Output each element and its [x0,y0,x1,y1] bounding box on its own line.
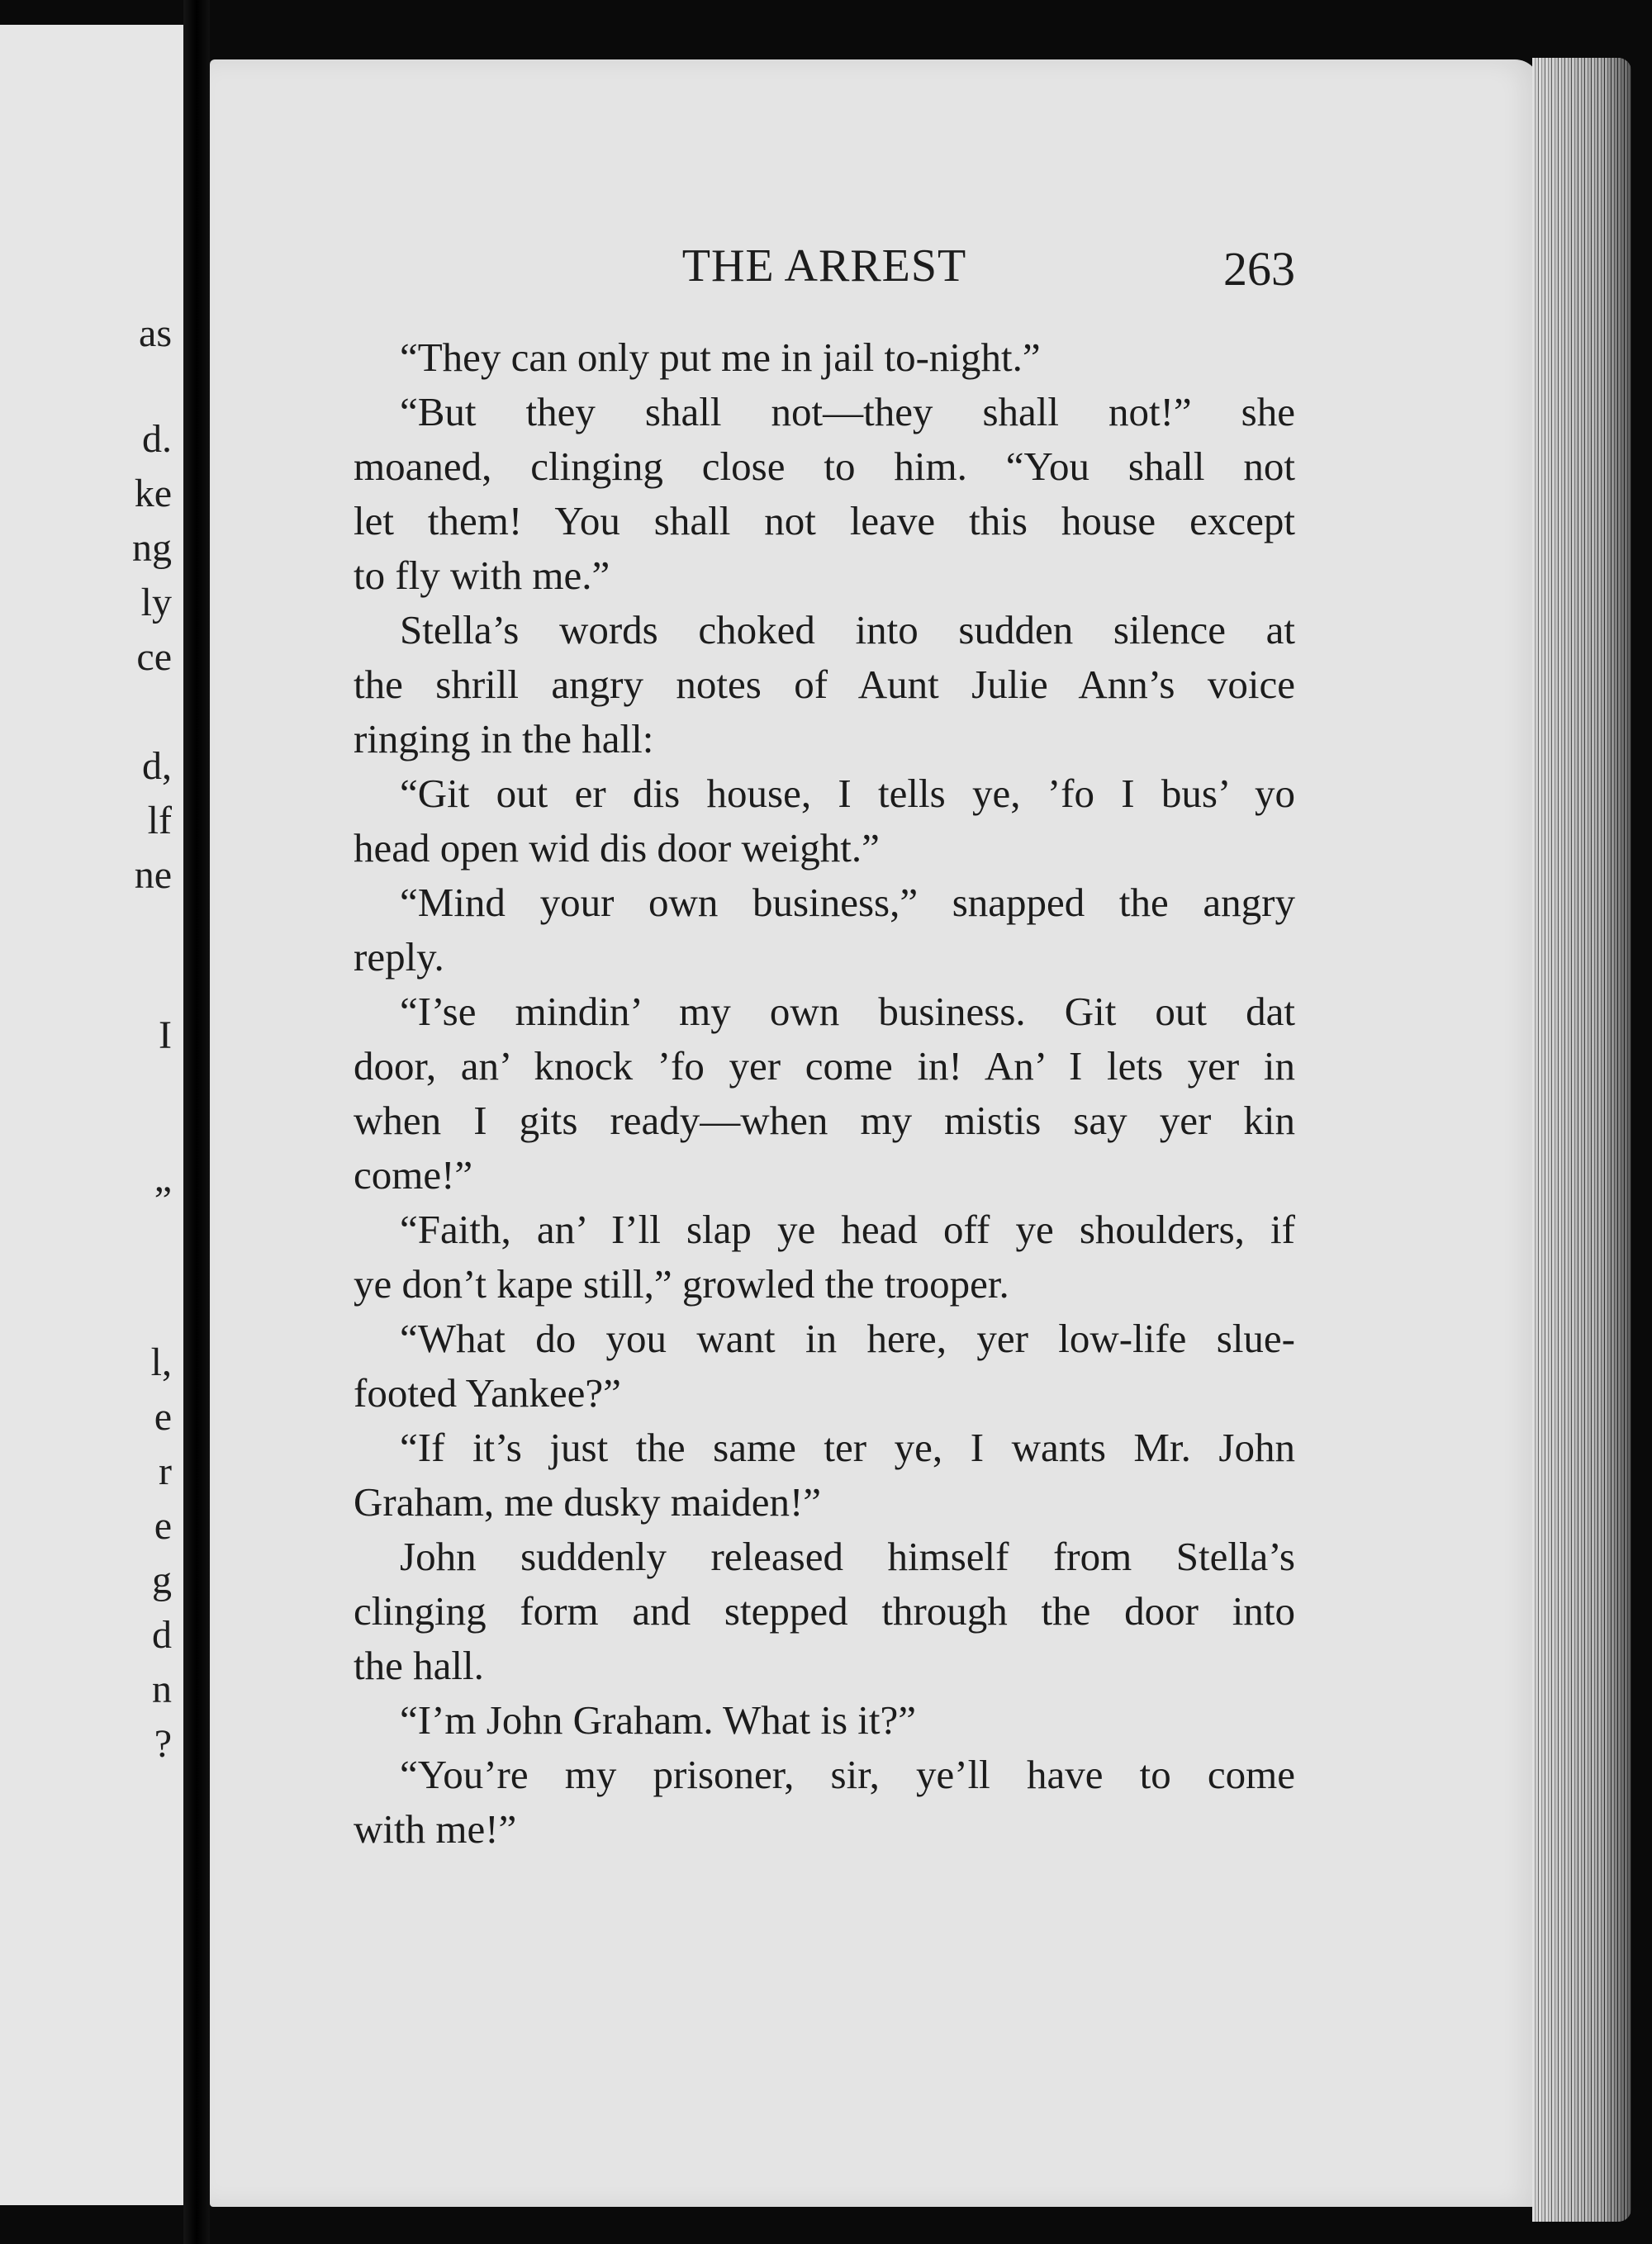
left-page-text-fragment: lf [147,799,172,842]
book-gutter [183,0,210,2244]
left-page-text-fragment: as [139,311,172,355]
text-line: “They can only put me in jail to-night.” [400,334,1041,380]
text-line: Graham, me dusky maiden!” [354,1479,822,1525]
text-line: head open wid dis door weight.” [354,825,880,871]
text-line: the shrill angry notes of Aunt Julie Ann’s voice [354,662,1295,707]
text-line: come!” [354,1152,473,1198]
text-line: clinging form and stepped through the door into [354,1588,1295,1634]
text-line: moaned, clinging close to him. “You shall not [354,444,1295,489]
text-line: let them! You shall not leave this house except [354,498,1295,543]
left-page-text-fragment: ” [154,1179,172,1222]
left-page-text-fragment: ng [132,526,172,570]
text-line: “Git out er dis house, I tells ye, ’fo I bus’ yo [400,771,1295,816]
left-page-text-fragment: e [154,1504,172,1548]
left-page-text-fragment: ke [134,472,172,515]
text-line: to fly with me.” [354,553,610,598]
left-page-text-fragment: r [159,1449,172,1493]
text-line: ringing in the hall: [354,716,654,761]
text-line: “You’re my prisoner, sir, ye’ll have to come [400,1752,1295,1797]
left-page-text-fragment: I [159,1013,172,1057]
left-page-text-fragment: ly [140,581,172,624]
text-line: “Faith, an’ I’ll slap ye head off ye shoulders, if [400,1207,1295,1252]
left-page-text-fragment: d. [142,417,172,461]
page-header [354,240,1295,297]
text-line: footed Yankee?” [354,1370,621,1416]
text-line: with me!” [354,1806,517,1852]
text-line: “If it’s just the same ter ye, I wants Mr. John [400,1425,1295,1470]
text-line: “I’m John Graham. What is it?” [400,1697,917,1743]
body-text [354,330,1295,1857]
left-page-text-fragment: d [152,1613,172,1657]
left-page-text-fragment: ? [154,1722,172,1766]
text-line: “Mind your own business,” snapped the angry [400,880,1295,925]
text-line: door, an’ knock ’fo yer come in! An’ I lets yer in [354,1043,1295,1089]
page-number: 263 [1223,242,1295,296]
text-line: “I’se mindin’ my own business. Git out dat [400,989,1295,1034]
page-edges [1532,58,1631,2222]
left-page-text-fragment: e [154,1395,172,1439]
left-page-text-fragment: ce [136,635,172,679]
running-head: THE ARREST [681,240,967,292]
text-line: “What do you want in here, yer low-life slue- [400,1316,1295,1361]
left-page-text-fragment: n [152,1668,172,1711]
left-page-text-fragment: l, [150,1340,172,1384]
text-line: “But they shall not—they shall not!” she [400,389,1295,434]
left-page-text-fragment: ne [134,853,172,897]
text-line: the hall. [354,1643,484,1688]
left-page-text-fragment: d, [142,744,172,788]
text-line: John suddenly released himself from Stella’s [400,1534,1295,1579]
text-line: Stella’s words choked into sudden silence at [400,607,1295,652]
text-line: when I gits ready—when my mistis say yer kin [354,1098,1295,1143]
left-facing-page [0,25,183,2205]
text-line: reply. [354,934,444,980]
text-line: ye don’t kape still,” growled the trooper. [354,1261,1009,1307]
left-page-text-fragment: g [152,1558,172,1602]
